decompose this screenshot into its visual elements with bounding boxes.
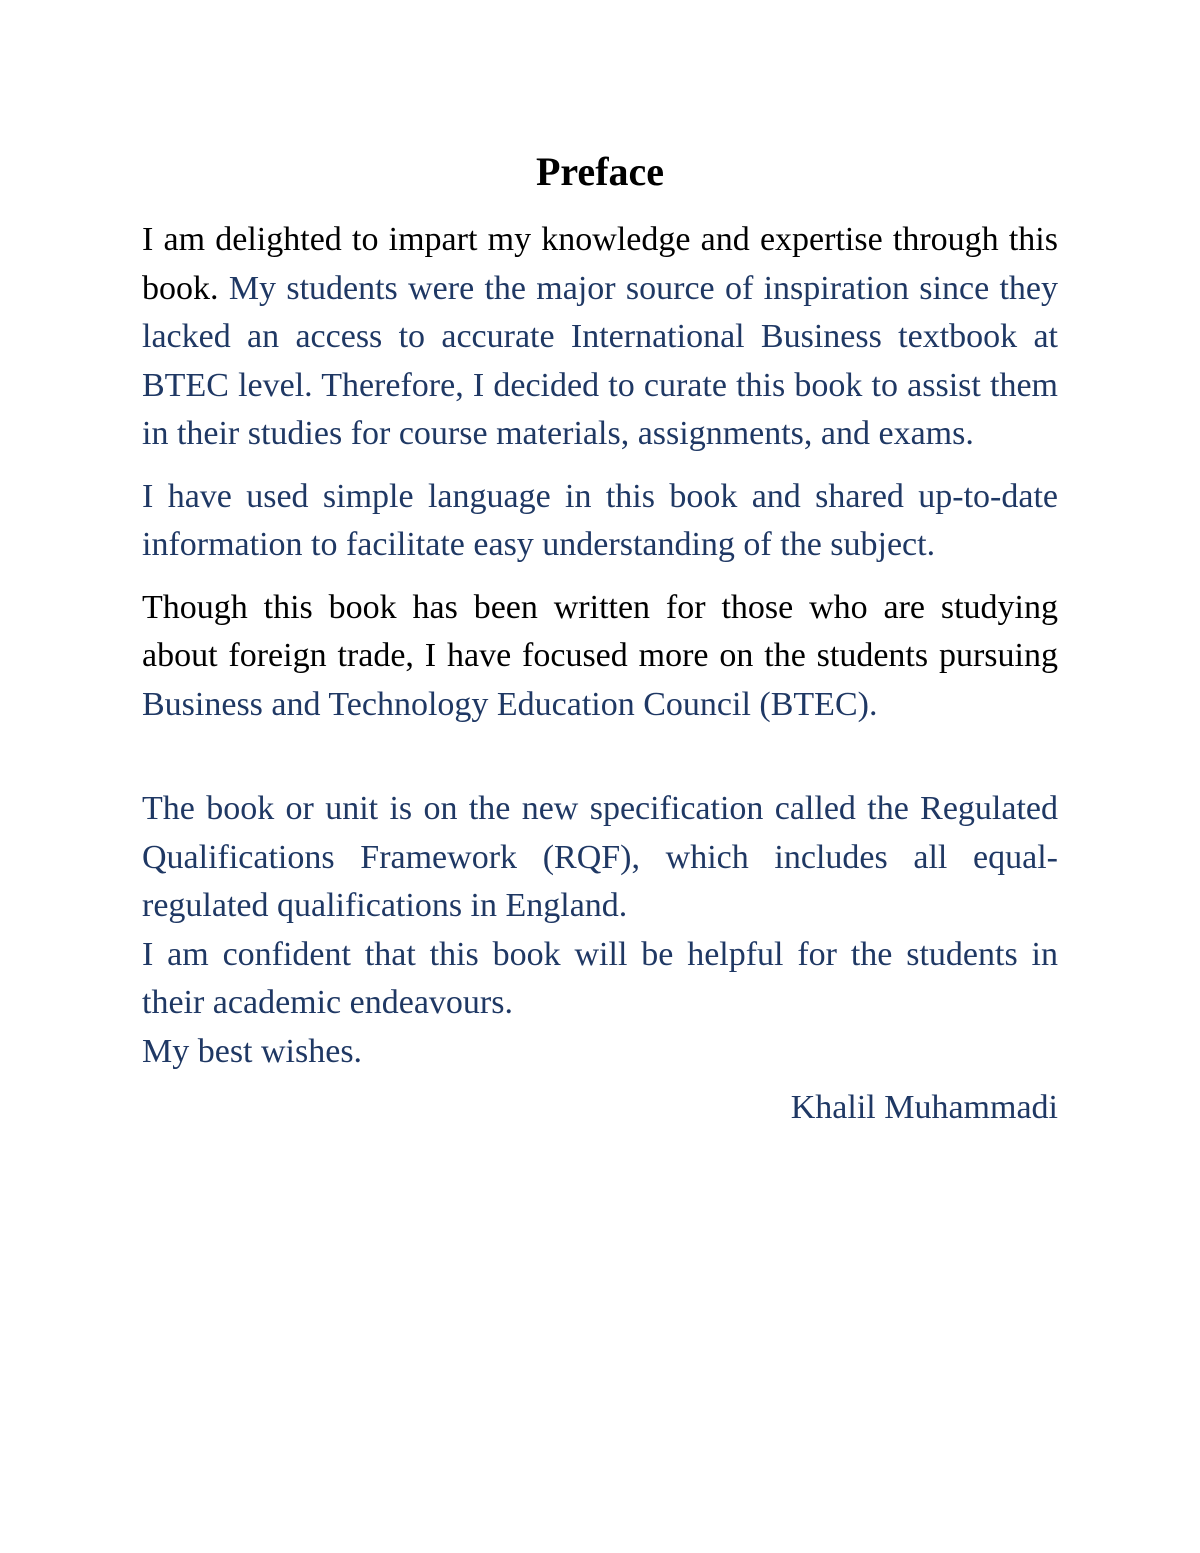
page-title: Preface — [535, 149, 665, 194]
paragraph-wishes: My best wishes. — [142, 1032, 363, 1070]
paragraph-specification: The book or unit is on the new specification called the Regulated Qualifications Framework (RQF), which includes all equal-regulated qualifications in England. — [142, 790, 1058, 924]
audience-text-black: Though this book has been written for those who are studying about foreign trade, I have focused more on the students pursuing — [142, 588, 1058, 674]
paragraph-audience — [142, 584, 1058, 730]
audience-text-blue: Business and Technology Education Council (BTEC). — [142, 685, 878, 723]
paragraph-language: I have used simple language in this book and shared up-to-date information to facilitate easy understanding of the subject. — [142, 477, 1058, 563]
preface-content — [142, 148, 1058, 1133]
intro-text-blue: My students were the major source of inspiration since they lacked an access to accurate International Business textbook at BTEC level. Therefore, I decided to curate this book to assist them in their studies for course materials, assignments, and exams. — [142, 269, 1059, 452]
intro-text-black: I am delighted to impart my knowledge and expertise through this book. — [142, 221, 1058, 307]
paragraph-intro — [142, 216, 1058, 459]
paragraph-confidence: I am confident that this book will be helpful for the students in their academic endeavours. — [142, 935, 1058, 1021]
author-signature: Khalil Muhammadi — [790, 1089, 1058, 1126]
